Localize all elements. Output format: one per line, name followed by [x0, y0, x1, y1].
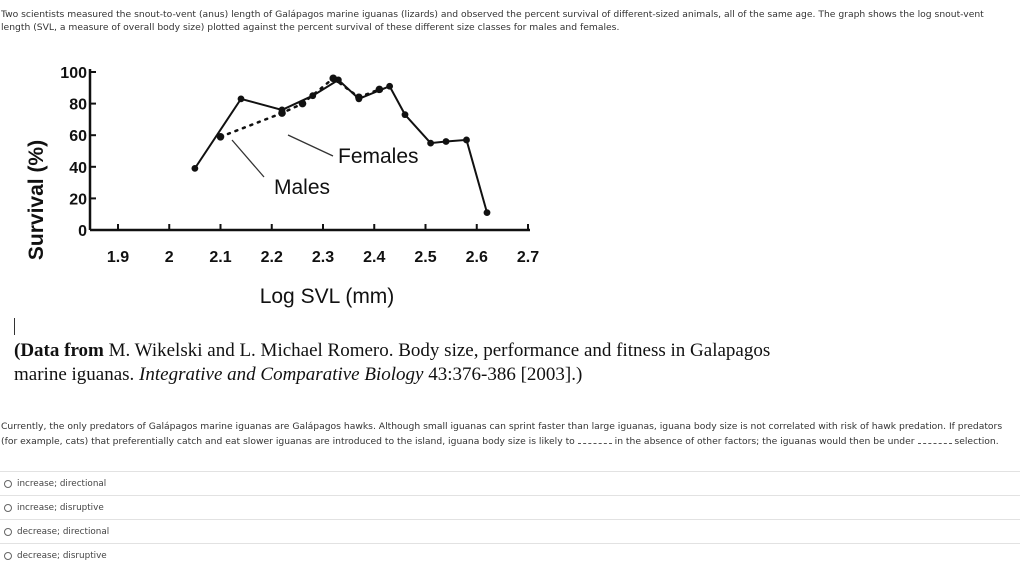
females-annotation: Females — [338, 145, 419, 168]
x-tick-label: 2.2 — [260, 249, 283, 266]
caption-citation: 43:376-386 [2003].) — [423, 364, 583, 385]
option-decrease-disruptive[interactable] — [0, 543, 1020, 567]
caption-authors: M. Wikelski and L. Michael Romero. Body size, performance and fitness in Galapagos marine iguanas. — [14, 340, 771, 385]
survival-chart — [0, 60, 560, 320]
males-point — [427, 140, 434, 147]
x-tick-label: 1.9 — [106, 249, 130, 266]
males-leader-line — [232, 140, 264, 177]
females-point — [217, 133, 225, 141]
option-increase-directional[interactable] — [0, 471, 1020, 495]
males-point — [443, 138, 450, 145]
x-tick-label: 2.7 — [516, 249, 540, 266]
females-point — [329, 75, 337, 83]
question-part-2: in the absence of other factors; the iguanas would then be under — [614, 436, 915, 447]
y-tick-label: 40 — [69, 159, 87, 177]
blank-2 — [918, 434, 952, 444]
option-label: decrease; disruptive — [17, 550, 107, 561]
males-point — [386, 83, 393, 90]
radio-icon[interactable] — [4, 552, 12, 560]
question-part-3: selection. — [954, 436, 999, 447]
females-point — [355, 93, 363, 101]
blank-1 — [578, 434, 612, 444]
x-tick-label: 2 — [164, 249, 174, 266]
y-tick-label: 60 — [69, 128, 87, 146]
males-point — [402, 111, 409, 118]
males-point — [484, 209, 491, 216]
x-tick-label: 2.3 — [311, 249, 335, 266]
y-tick-label: 80 — [69, 96, 87, 114]
option-increase-disruptive[interactable] — [0, 495, 1020, 519]
x-axis-label: Log SVL (mm) — [259, 285, 395, 308]
answer-options — [0, 471, 1020, 567]
radio-icon[interactable] — [4, 528, 12, 536]
x-tick-label: 2.5 — [414, 249, 437, 266]
option-label: increase; directional — [17, 478, 107, 489]
males-point — [463, 137, 470, 144]
option-label: decrease; directional — [17, 526, 110, 537]
x-tick-label: 2.6 — [465, 249, 488, 266]
x-tick-label: 2.1 — [209, 249, 232, 266]
females-point — [299, 100, 307, 108]
option-label: increase; disruptive — [17, 502, 104, 513]
females-point — [278, 109, 286, 117]
females-line — [221, 78, 380, 136]
caption-journal: Integrative and Comparative Biology — [139, 364, 424, 385]
males-point — [191, 165, 198, 172]
caption-source-label: (Data from — [14, 340, 104, 361]
text-cursor — [14, 318, 15, 335]
radio-icon[interactable] — [4, 504, 12, 512]
males-annotation: Males — [274, 176, 331, 199]
females-point — [376, 86, 384, 94]
source-caption — [14, 339, 774, 387]
males-point — [238, 95, 245, 102]
radio-icon[interactable] — [4, 480, 12, 488]
y-tick-label: 100 — [60, 65, 87, 82]
question-text — [1, 419, 1021, 449]
y-tick-label: 20 — [69, 191, 87, 209]
x-tick-label: 2.4 — [363, 249, 386, 266]
option-decrease-directional[interactable] — [0, 519, 1020, 543]
y-tick-label: 0 — [78, 223, 87, 240]
question-part-1: Currently, the only predators of Galápagos marine iguanas are Galápagos hawks. Although small iguanas can sprint faster than large iguanas, iguana body size is not correlated with risk of hawk predation. If predators (for example, cats) that preferentially catch and eat slower iguanas are introduced to the island, iguana body size is likely to — [1, 421, 1003, 447]
females-leader-line — [288, 135, 333, 156]
y-axis-label: Survival (%) — [25, 139, 48, 261]
intro-text: Two scientists measured the snout-to-vent (anus) length of Galápagos marine iguanas (lizards) and observed the percent survival of different-sized animals, all of the same age. The graph shows the log snout-vent length (SVL, a measure of overall body size) plotted against the percent survival of these different size classes for males and females. — [1, 9, 984, 33]
